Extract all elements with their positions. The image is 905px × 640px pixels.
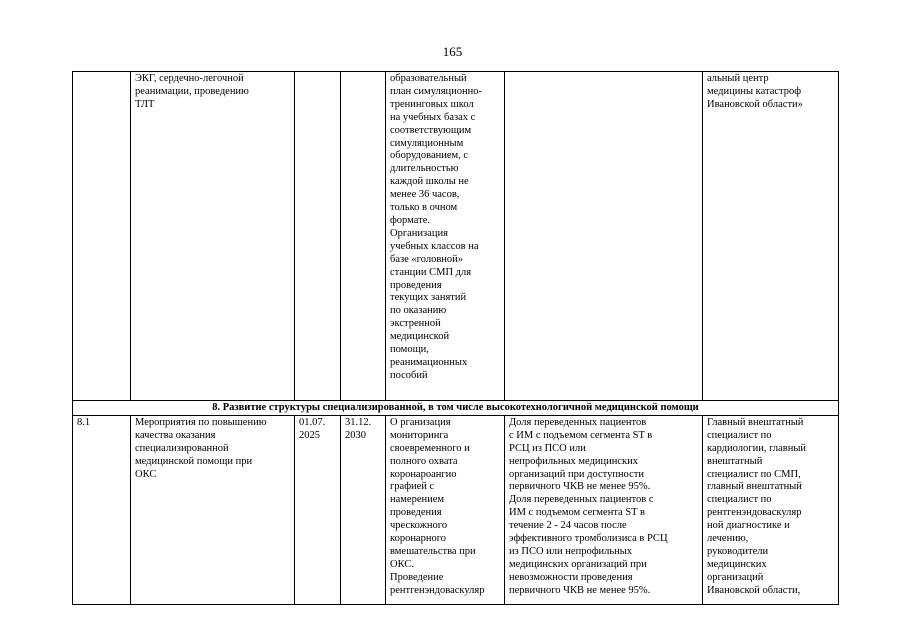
cell-text-line: Ивановской области, bbox=[707, 584, 801, 596]
cell-responsible bbox=[703, 415, 839, 604]
cell-number: 8.1 bbox=[73, 415, 131, 604]
cell-text-line: Мероприятия по повышению bbox=[135, 416, 267, 428]
cell-text-line: учебных классов на bbox=[390, 240, 479, 252]
cell-text-line: текущих занятий bbox=[390, 292, 467, 304]
cell-text-line: качества оказания bbox=[135, 429, 216, 441]
cell-text-line: организаций при доступности bbox=[509, 468, 644, 480]
cell-text-line: специализированной bbox=[135, 442, 229, 454]
cell-text-line: проведения bbox=[390, 279, 442, 291]
cell-text-line: экстренной bbox=[390, 318, 441, 330]
cell-text-line: специалист по bbox=[707, 429, 772, 441]
section-header: 8. Развитие структуры специализированной, в том числе высокотехнологичной медицинской помощи bbox=[73, 401, 839, 416]
cell-text-line: кардиологии, главный bbox=[707, 442, 806, 454]
cell-text-line: 31.12. bbox=[345, 416, 372, 428]
cell-text-line: 2030 bbox=[345, 429, 366, 441]
cell-text-line: базе «головной» bbox=[390, 253, 464, 265]
cell-text-line: главный внештатный bbox=[707, 481, 802, 493]
cell-text-line: образовательный bbox=[390, 73, 467, 84]
cell-text-line: ИМ с подъемом сегмента ST в bbox=[509, 507, 645, 519]
cell-text-line: Ивановской области» bbox=[707, 98, 803, 110]
cell-text-line: из ПСО или непрофильных bbox=[509, 545, 633, 557]
cell-text-line: О рганизация bbox=[390, 416, 451, 428]
cell-start-date bbox=[295, 72, 341, 401]
cell-text-line: ОКС. bbox=[390, 558, 414, 570]
cell-text-line: реанимации, проведению bbox=[135, 85, 249, 97]
cell-content bbox=[386, 72, 505, 401]
cell-text-line: чрескожного bbox=[390, 520, 448, 532]
cell-text-line: РСЦ из ПСО или bbox=[509, 442, 586, 454]
cell-text-line: ТЛТ bbox=[135, 98, 155, 110]
cell-end-date bbox=[341, 415, 386, 604]
cell-text-line: ной диагностике и bbox=[707, 520, 790, 532]
cell-text-line: медицинских организаций при bbox=[509, 558, 647, 570]
cell-text-line: формате. bbox=[390, 214, 430, 226]
cell-text-line: графией с bbox=[390, 481, 435, 493]
cell-text-line: непрофильных медицинских bbox=[509, 455, 639, 467]
cell-text-line: медицинской помощи при bbox=[135, 455, 253, 467]
cell-text-line: только в очном bbox=[390, 202, 458, 214]
cell-text-line: станции СМП для bbox=[390, 266, 472, 278]
document-table bbox=[72, 71, 839, 605]
table-row-section-header bbox=[73, 401, 839, 416]
cell-text-line: полного охвата bbox=[390, 455, 458, 467]
cell-title bbox=[131, 72, 295, 401]
cell-text-line: течение 2 - 24 часов после bbox=[509, 520, 627, 532]
cell-text-line: специалист по bbox=[707, 494, 772, 506]
cell-title bbox=[131, 415, 295, 604]
cell-text-line: план симуляционно- bbox=[390, 85, 483, 97]
cell-start-date bbox=[295, 415, 341, 604]
page-number: 165 bbox=[442, 44, 463, 59]
cell-text-line: первичного ЧКВ не менее 95%. bbox=[509, 481, 651, 493]
cell-responsible bbox=[703, 72, 839, 401]
cell-text-line: вмешательства при bbox=[390, 545, 476, 557]
cell-text-line: медицинской bbox=[390, 331, 450, 343]
cell-text-line: Доля переведенных пациентов с bbox=[509, 494, 654, 506]
cell-text-line: симуляционным bbox=[390, 137, 464, 149]
cell-text-line: помощи, bbox=[390, 344, 429, 356]
cell-text-line: первичного ЧКВ не менее 95%. bbox=[509, 584, 651, 596]
cell-text-line: рентгенэндоваскуляр bbox=[707, 507, 802, 519]
cell-text-line: Организация bbox=[390, 227, 448, 239]
cell-text-line: ОКС bbox=[135, 468, 157, 480]
cell-text-line: невозможности проведения bbox=[509, 571, 633, 583]
cell-text-line: пособий bbox=[390, 369, 428, 381]
cell-text-line: мониторинга bbox=[390, 429, 449, 441]
cell-text-line: по оказанию bbox=[390, 305, 447, 317]
cell-text-line: менее 36 часов, bbox=[390, 189, 460, 201]
cell-text-line: на учебных базах с bbox=[390, 111, 476, 123]
cell-text-line: каждой школы не bbox=[390, 176, 469, 188]
cell-indicators bbox=[505, 72, 703, 401]
cell-text-line: намерением bbox=[390, 494, 445, 506]
cell-text-line: оборудованием, с bbox=[390, 150, 469, 162]
cell-text-line: своевременного и bbox=[390, 442, 470, 454]
cell-text-line: длительностью bbox=[390, 163, 459, 175]
cell-text-line: лечению, bbox=[707, 533, 749, 545]
cell-text-line: реанимационных bbox=[390, 356, 468, 368]
cell-text-line: тренинговых школ bbox=[390, 98, 474, 110]
cell-text-line: с ИМ с подъемом сегмента ST в bbox=[509, 429, 653, 441]
cell-indicators bbox=[505, 415, 703, 604]
cell-text-line: ЭКГ, сердечно-легочной bbox=[135, 73, 244, 84]
cell-text-line: альный центр bbox=[707, 73, 769, 84]
cell-text-line: рентгенэндоваскуляр bbox=[390, 584, 485, 596]
cell-text-line: внештатный bbox=[707, 455, 763, 467]
cell-text-line: медицинских bbox=[707, 558, 767, 570]
cell-text-line: специалист по СМП, bbox=[707, 468, 801, 480]
cell-content bbox=[386, 415, 505, 604]
cell-text-line: Проведение bbox=[390, 571, 444, 583]
cell-text-line: 01.07. bbox=[299, 416, 326, 428]
table-row-8-1 bbox=[73, 415, 839, 604]
cell-text-line: соответствующим bbox=[390, 124, 472, 136]
cell-text-line: эффективного тромболизиса в РСЦ bbox=[509, 533, 668, 545]
cell-text-line: Главный внештатный bbox=[707, 416, 804, 428]
cell-text-line: руководители bbox=[707, 545, 769, 557]
cell-text-line: 2025 bbox=[299, 429, 320, 441]
table-row-continuation bbox=[73, 72, 839, 401]
cell-text-line: коронарного bbox=[390, 533, 447, 545]
cell-text-line: медицины катастроф bbox=[707, 85, 802, 97]
cell-end-date bbox=[341, 72, 386, 401]
cell-text-line: коронароангио bbox=[390, 468, 457, 480]
cell-text-line: проведения bbox=[390, 507, 442, 519]
cell-text-line: организаций bbox=[707, 571, 764, 583]
cell-number bbox=[73, 72, 131, 401]
cell-text-line: Доля переведенных пациентов bbox=[509, 416, 647, 428]
